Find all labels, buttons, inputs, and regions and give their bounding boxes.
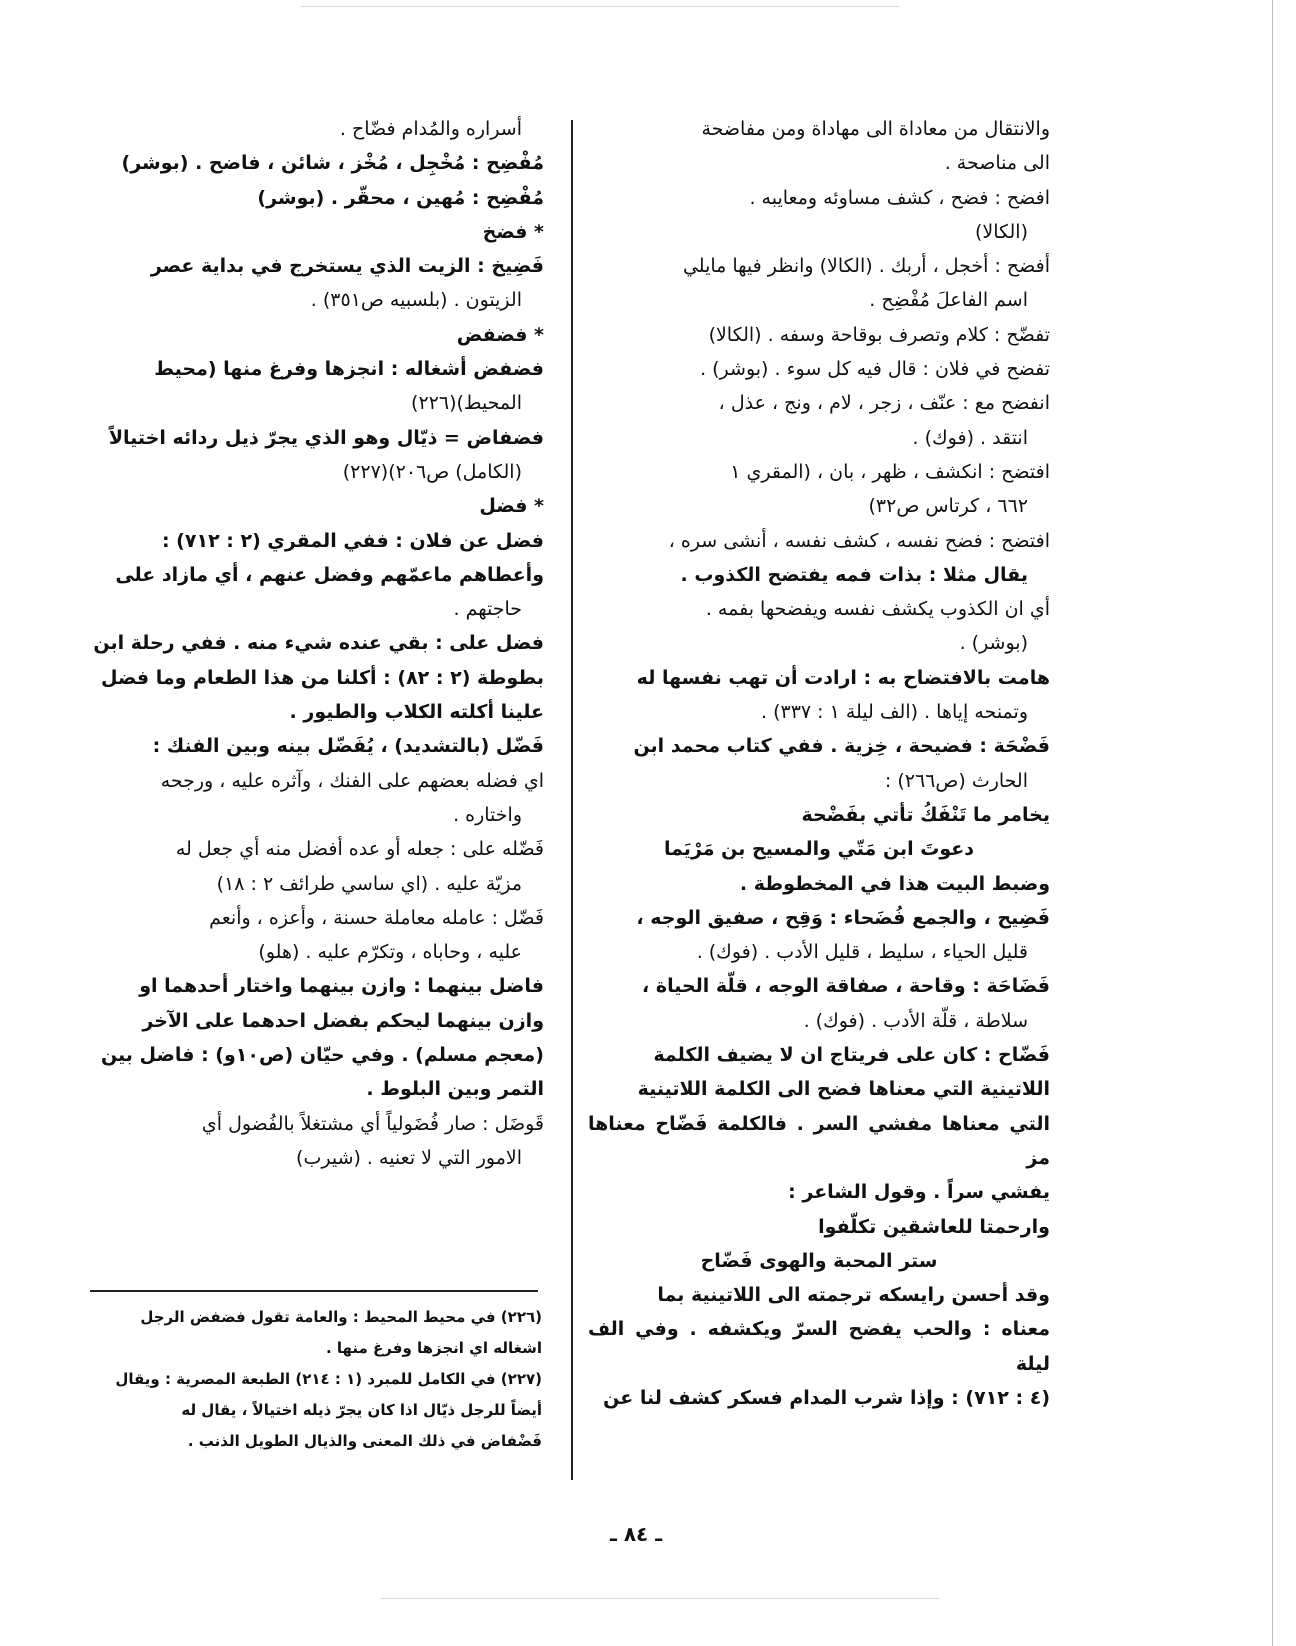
text-line: عليه ، وحاباه ، وتكرّم عليه . (هلو) [258, 941, 522, 964]
verse-line: يخامر ما تَنْفَكُ تأتي بفَضْحة [801, 803, 1050, 826]
entry-line: فَضِيخ : الزيت الذي يستخرج في بداية عصر [150, 255, 544, 278]
entry-line: مُفْضِح : مُهين ، محقّر . (بوشر) [257, 186, 544, 209]
entry-line: فضفاض = ذيّال وهو الذي يجرّ ذيل ردائه اختيالاً [108, 426, 544, 449]
entry-line: افتضح : انكشف ، ظهر ، بان ، (المقري ١ [730, 460, 1050, 483]
text-line: معناه : والحب يفضح السرّ ويكشفه . وفي الف ليلة [588, 1318, 1050, 1375]
text-line: حاجتهم . [453, 598, 522, 621]
entry-line: فضل عن فلان : ففي المقري (٢ : ٧١٢) : [161, 529, 544, 552]
entry-line: فَضِيح ، والجمع فُضَحاء : وَقِح ، صفيق الوجه ، [636, 906, 1050, 929]
footnote-line: (٢٢٧) في الكامل للمبرد (١ : ٢١٤) الطبعة المصرية : ويقال [115, 1370, 542, 1388]
verse-line: وارحمتا للعاشقين تكلّفوا [818, 1215, 1050, 1238]
text-line: يفشي سراً . وقول الشاعر : [788, 1181, 1050, 1204]
verse-line: ستر المحبة والهوى فَضّاح [700, 1249, 938, 1272]
entry-line: فضل على : بقي عنده شيء منه . ففي رحلة ابن [93, 632, 544, 655]
text-line: أسراره والمُدام فضّاح . [339, 118, 522, 140]
scan-edge [300, 6, 900, 7]
root-heading: * فضل [479, 495, 544, 518]
entry-line: افضح : فضح ، كشف مساوئه ومعايبه . [749, 186, 1050, 209]
text-line: الزيتون . (بلسبيه ص٣٥١) . [310, 289, 522, 312]
text-line: التمر وبين البلوط . [366, 1078, 544, 1101]
verse-line: دعوتَ ابن مَتّي والمسيح بن مَرْيَما [663, 838, 975, 861]
text-line: سلاطة ، قلّة الأدب . (فوك) . [803, 1009, 1028, 1032]
entry-line: فَضْحَة : فضيحة ، خِزية . ففي كتاب محمد ابن [633, 735, 1050, 758]
text-line: علينا أكلته الكلاب والطيور . [289, 701, 544, 724]
text-line: بطوطة (٢ : ٨٢) : أكلنا من هذا الطعام وما فضل [100, 666, 544, 689]
footnote-line: (٢٢٦) في محيط المحيط : والعامة تقول فضفض الرجل [140, 1308, 542, 1326]
right-column [588, 112, 1050, 1415]
footnote-line: اشغاله اي انجزها وفرغ منها . [325, 1339, 542, 1357]
text-line: قليل الحياء ، سليط ، قليل الأدب . (فوك) . [696, 941, 1028, 964]
text-line: والانتقال من معاداة الى مهاداة ومن مفاضحة [701, 118, 1050, 140]
entry-line: فَضَاحَة : وقاحة ، صفاقة الوجه ، قلّة الحياة ، [642, 975, 1050, 998]
entry-line: فاضل بينهما : وازن بينهما واختار أحدهما او [139, 975, 544, 998]
text-line: وتمنحه إياها . (الف ليلة ١ : ٣٣٧) . [760, 701, 1028, 724]
left-column [90, 112, 544, 1175]
text-line: المحيط)(٢٢٦) [411, 392, 522, 415]
text-line: (٤ : ٧١٢) : وإذا شرب المدام فسكر كشف لنا عن [603, 1386, 1050, 1409]
text-line: الحارث (ص٢٦٦) : [884, 769, 1028, 792]
text-line: أي ان الكذوب يكشف نفسه ويفضحها بفمه . [705, 598, 1050, 621]
text-line: وازن بينهما ليحكم بفضل احدهما على الآخر [142, 1009, 544, 1032]
text-line: الى مناصحة . [944, 152, 1050, 175]
text-line: انتقد . (فوك) . [912, 426, 1028, 449]
text-line: وقد أحسن رايسكه ترجمته الى اللاتينية بما [657, 1284, 1050, 1307]
footnote-line: أيضاً للرجل ذيّال اذا كان يجرّ ذيله اختيالاً ، يقال له [181, 1401, 542, 1419]
entry-line: قَوضَل : صار فُضَولياً أي مشتغلاً بالفُضول أي [201, 1112, 544, 1135]
entry-line: هامت بالافتضاح به : ارادت أن تهب نفسها له [636, 666, 1050, 689]
entry-line: افتضح : فضح نفسه ، كشف نفسه ، أنشى سره ، [668, 529, 1050, 552]
entry-line: انفضح مع : عنّف ، زجر ، لام ، ونج ، عذل ، [718, 392, 1050, 415]
entry-line: أفضح : أخجل ، أربك . (الكالا) وانظر فيها مايلي [682, 255, 1050, 278]
scan-edge [1272, 0, 1273, 1646]
text-line: مزيّة عليه . (اي ساسي طرائف ٢ : ١٨) [216, 872, 522, 895]
footnotes [90, 1302, 542, 1457]
text-line: واختاره . [453, 803, 522, 826]
text-line: اي فضله بعضهم على الفنك ، وآثره عليه ، ورجحه [160, 769, 544, 792]
text-line: (الكالا) [974, 220, 1028, 243]
text-line: اللاتينية التي معناها فضح الى الكلمة اللاتينية [637, 1078, 1050, 1101]
entry-line: مُفْضِح : مُخْجِل ، مُخْز ، شائن ، فاضح . (بوشر) [121, 152, 544, 175]
text-line: وأعطاهم ماعمّهم وفضل عنهم ، أي مازاد على [115, 563, 544, 586]
text-line: (معجم مسلم) . وفي حيّان (ص١٠و) : فاضل بين [100, 1044, 544, 1067]
footnote-line: فَضْفاض في ذلك المعنى والذيال الطويل الذنب . [187, 1432, 542, 1450]
text-line: (الكامل) ص٢٠٦)(٢٢٧) [342, 460, 522, 483]
text-line: اسم الفاعلَ مُفْضِح . [869, 289, 1028, 312]
text-line: الامور التي لا تعنيه . (شيرب) [296, 1146, 522, 1169]
text-line: وضبط البيت هذا في المخطوطة . [739, 872, 1050, 895]
text-line: التي معناها مفشي السر . فالكلمة فَضّاح معناها مز [588, 1112, 1050, 1169]
entry-line: فَضّله على : جعله أو عده أفضل منه أي جعل له [175, 838, 544, 861]
root-heading: * فضفض [456, 323, 544, 346]
entry-line: فَضّاح : كان على فريتاج ان لا يضيف الكلمة [653, 1044, 1050, 1067]
scan-edge [380, 1598, 940, 1599]
entry-line: تفضّح : كلام وتصرف بوقاحة وسفه . (الكالا) [708, 323, 1050, 346]
entry-line: فَضّل : عامله معاملة حسنة ، وأعزه ، وأنعم [209, 906, 544, 929]
column-divider [571, 120, 573, 1480]
footnote-rule [90, 1290, 538, 1292]
text-line: يقال مثلا : بذات فمه يفتضح الكذوب . [680, 563, 1028, 586]
page-number: ـ ٨٤ ـ [610, 1522, 663, 1546]
entry-line: فضفض أشغاله : انجزها وفرغ منها (محيط [154, 358, 544, 381]
entry-line: فَضّل (بالتشديد) ، يُفَضّل بينه وبين الفنك : [152, 735, 544, 758]
text-line: (بوشر) . [959, 632, 1028, 655]
root-heading: * فضخ [482, 220, 544, 243]
text-line: ٦٦٢ ، كرتاس ص٣٢) [868, 495, 1028, 518]
entry-line: تفضح في فلان : قال فيه كل سوء . (بوشر) . [700, 358, 1050, 381]
